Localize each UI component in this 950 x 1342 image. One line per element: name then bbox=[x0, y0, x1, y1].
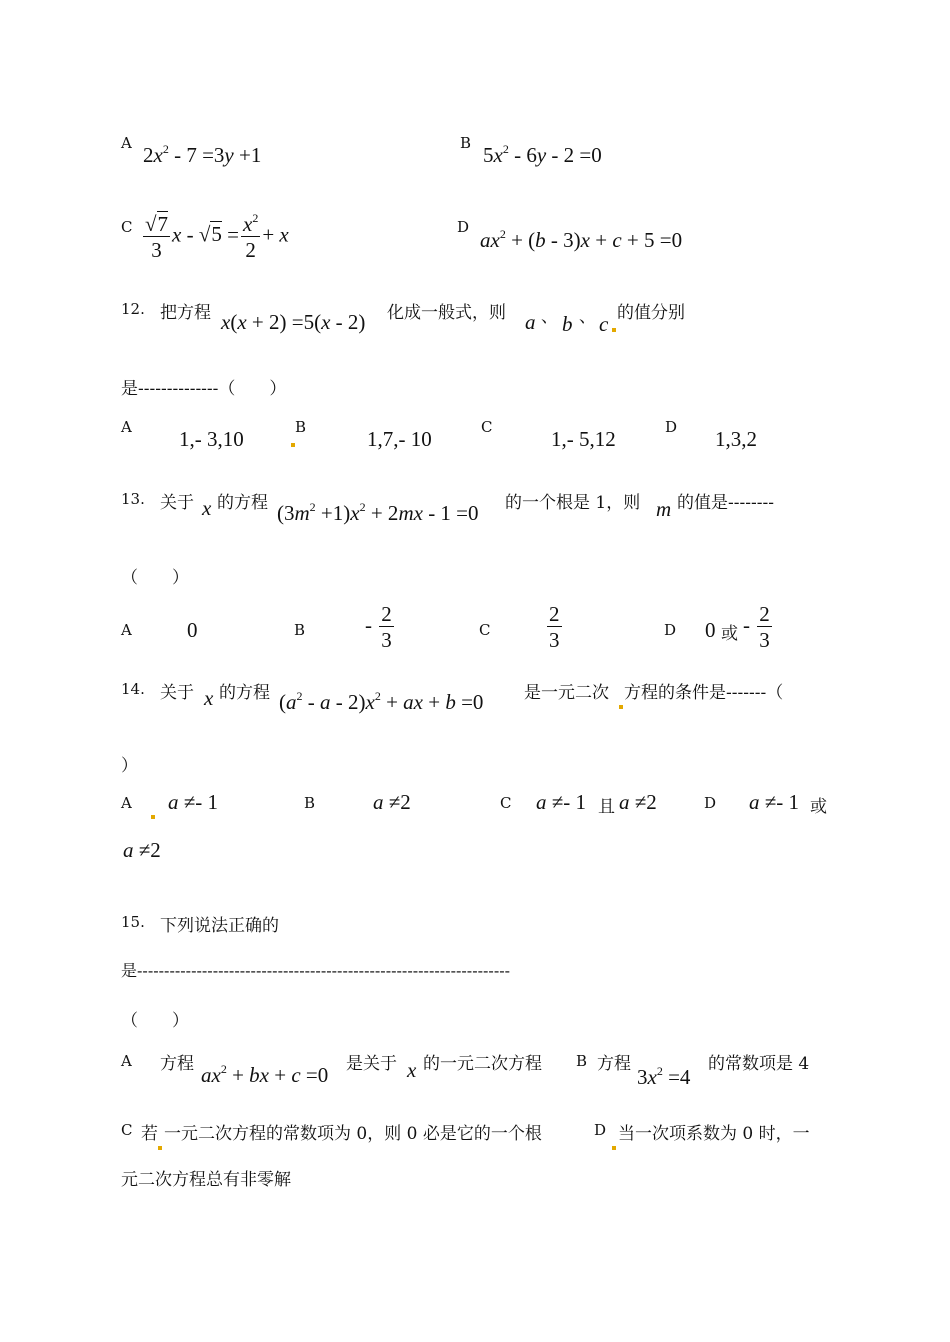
q15-option-d-text: 当一次项系数为 0 时，一 bbox=[618, 1124, 810, 1144]
q12-option-a-value: 1,- 3,10 bbox=[179, 427, 244, 451]
q15-option-c-label: C bbox=[121, 1121, 133, 1139]
q15-option-c-text: 若 bbox=[141, 1124, 158, 1144]
q15-option-a-text: 方程 bbox=[160, 1054, 194, 1074]
q13-equation: $(3m^2 +1)x^2 + 2mx - 1 =0$ bbox=[277, 500, 479, 525]
q13-option-d-label: D bbox=[664, 621, 677, 639]
q12-separator: 、 bbox=[541, 307, 558, 327]
q12-option-a-label: A bbox=[121, 418, 132, 436]
q13-text: 的一个根是 1，则 bbox=[505, 493, 641, 513]
q13-option-d-fraction: - $\frac{2}{3}$ bbox=[743, 602, 770, 653]
q11-option-c-label: C bbox=[121, 218, 133, 236]
q12-number: 12. bbox=[121, 300, 145, 318]
q12-option-c-value: 1,- 5,12 bbox=[551, 427, 616, 451]
q14-close-paren: ） bbox=[121, 756, 138, 776]
q12-equation: x(x + 2) =5(x - 2) bbox=[221, 310, 366, 334]
q14-var-x: x bbox=[204, 686, 214, 710]
q13-option-d-zero: 0 bbox=[705, 618, 716, 642]
q12-option-b-label: B bbox=[295, 418, 307, 436]
q13-number: 13. bbox=[121, 490, 145, 508]
q14-text: 方程的条件是-------（ bbox=[624, 683, 784, 703]
q11-option-b-equation: $5x^2 - 6y - 2 =0$ bbox=[483, 142, 602, 167]
q12-var-c: c bbox=[599, 312, 609, 336]
q15-option-a-text: 是关于 bbox=[346, 1054, 397, 1074]
q15-answer-blank: 是--------------------------------------------------------------------- bbox=[121, 961, 511, 980]
q13-text: 关于 bbox=[160, 493, 194, 513]
q13-var-x: x bbox=[202, 496, 212, 520]
q14-option-c-label: C bbox=[500, 794, 512, 812]
q15-option-a-equation: $ax^2$ + bx + c =0 bbox=[201, 1062, 329, 1087]
q12-text: 把方程 bbox=[160, 303, 211, 323]
q12-option-c-label: C bbox=[481, 418, 493, 436]
q15-option-b-text: 的常数项是 4 bbox=[708, 1054, 810, 1074]
mark-dot bbox=[150, 802, 156, 821]
q12-text: 化成一般式，则 bbox=[387, 303, 506, 323]
q12-answer-blank: 是--------------（ ） bbox=[121, 379, 287, 399]
q14-option-a-label: A bbox=[121, 794, 132, 812]
q13-option-d-or: 或 bbox=[721, 624, 738, 644]
q13-var-m: m bbox=[656, 497, 672, 521]
q14-option-c-value2: a ≠2 bbox=[619, 790, 657, 814]
q11-option-b-label: B bbox=[460, 134, 472, 152]
q12-var-b: b bbox=[562, 312, 573, 336]
q15-option-a-label: A bbox=[121, 1052, 132, 1070]
q12-option-d-value: 1,3,2 bbox=[715, 427, 757, 451]
q12-var-a: a bbox=[525, 310, 536, 334]
q14-option-d-label: D bbox=[704, 794, 717, 812]
q13-option-c-label: C bbox=[479, 621, 491, 639]
q15-number: 15. bbox=[121, 913, 145, 931]
q12-option-b-value: 1,7,- 10 bbox=[367, 427, 432, 451]
q15-option-c-text: 一元二次方程的常数项为 0，则 0 必是它的一个根 bbox=[164, 1124, 542, 1144]
q15-option-b-equation: $3x^2 =4$ bbox=[637, 1064, 691, 1089]
q14-number: 14. bbox=[121, 680, 145, 698]
q12-separator: 、 bbox=[579, 307, 596, 327]
q14-text: 是一元二次 bbox=[524, 683, 609, 703]
mark-dot bbox=[157, 1133, 163, 1152]
q14-option-a-value: a ≠- 1 bbox=[168, 790, 219, 814]
q14-option-d-or: 或 bbox=[810, 797, 827, 817]
q13-text: 的方程 bbox=[217, 493, 268, 513]
q11-option-a-label: A bbox=[121, 134, 132, 152]
q13-option-b-label: B bbox=[294, 621, 306, 639]
q14-option-b-value: a ≠2 bbox=[373, 790, 411, 814]
q15-option-a-var-x: x bbox=[407, 1058, 417, 1082]
q12-text: 的值分别 bbox=[617, 303, 685, 323]
q15-title: 下列说法正确的 bbox=[160, 916, 279, 936]
q15-option-b-text: 方程 bbox=[597, 1054, 631, 1074]
q14-option-d-value2: a ≠2 bbox=[123, 838, 161, 862]
q13-answer-paren: （ ） bbox=[121, 568, 189, 588]
q13-option-a-value: 0 bbox=[187, 618, 198, 642]
q14-option-c-and: 且 bbox=[598, 797, 615, 817]
q15-option-a-text: 的一元二次方程 bbox=[423, 1054, 542, 1074]
q14-option-b-label: B bbox=[304, 794, 316, 812]
q14-text: 的方程 bbox=[219, 683, 270, 703]
q11-option-d-equation: $ax^2 + (b - 3)x + c + 5 =0$ bbox=[480, 227, 683, 252]
q11-option-d-label: D bbox=[457, 218, 470, 236]
q14-equation: ($a^2$ - a - $2)x^2$ + ax + b =0 bbox=[279, 689, 484, 714]
q11-option-c-equation: $\frac{√7}{3}$ x - √5 = $\frac{x^2}{2}$ + x bbox=[145, 211, 289, 263]
q12-option-d-label: D bbox=[665, 418, 678, 436]
q14-text: 关于 bbox=[160, 683, 194, 703]
q13-option-b-value: - $\frac{2}{3}$ bbox=[365, 602, 392, 653]
q15-answer-paren: （ ） bbox=[121, 1011, 189, 1031]
q15-option-d-text: 元二次方程总有非零解 bbox=[121, 1170, 291, 1190]
q14-option-c-value: a ≠- 1 bbox=[536, 790, 587, 814]
q15-option-b-label: B bbox=[576, 1052, 588, 1070]
q13-text: 的值是-------- bbox=[677, 493, 774, 513]
q13-option-c-value: $\frac{2}{3}$ bbox=[549, 602, 560, 653]
mark-dot bbox=[611, 1133, 617, 1152]
q14-option-d-value: a ≠- 1 bbox=[749, 790, 800, 814]
q13-option-a-label: A bbox=[121, 621, 132, 639]
q11-option-a-equation: $2x^2 - 7 =3y +1$ bbox=[143, 142, 262, 167]
q15-option-d-label: D bbox=[594, 1121, 607, 1139]
